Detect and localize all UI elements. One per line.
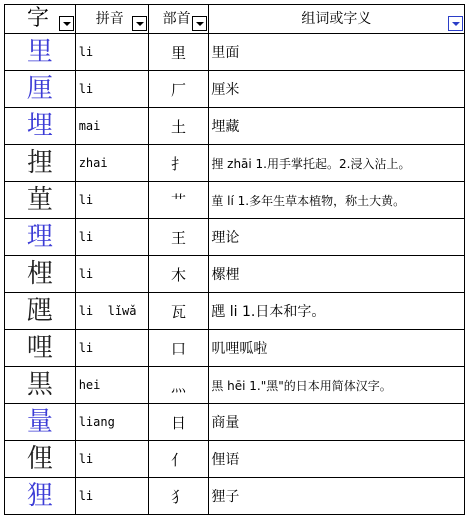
cell-definition[interactable]: 瓼 li 1.日本和字。 [209,293,465,330]
cell-definition[interactable]: 狸子 [209,478,465,515]
cell-pinyin[interactable]: li [75,256,148,293]
table-row [5,182,465,219]
cell-char[interactable]: 埋 [5,108,76,145]
cell-char[interactable]: 荲 [5,182,76,219]
cell-bushou[interactable]: 里 [148,34,209,71]
cell-char[interactable]: 厘 [5,71,76,108]
column-header-bushou-label: 部首 [162,11,191,27]
cell-char[interactable]: 瓼 [5,293,76,330]
cell-definition[interactable]: 荲 lí 1.多年生草本植物，称土大黄。 [209,182,465,219]
chevron-down-icon [63,22,71,26]
cell-bushou[interactable]: 亻 [148,441,209,478]
table-row [5,441,465,478]
cell-char[interactable]: 狸 [5,478,76,515]
cell-pinyin[interactable]: mai [75,108,148,145]
cell-pinyin[interactable]: li [75,330,148,367]
character-table [4,4,465,515]
cell-definition[interactable]: 厘米 [209,71,465,108]
cell-char[interactable]: 捚 [5,145,76,182]
cell-definition[interactable]: 商量 [209,404,465,441]
cell-pinyin[interactable]: li lǐwǎ [75,293,148,330]
header-row [5,5,465,34]
cell-bushou[interactable]: 木 [148,256,209,293]
filter-dropdown-bushou-button[interactable] [192,16,207,31]
cell-char[interactable]: 梩 [5,256,76,293]
cell-pinyin[interactable]: li [75,34,148,71]
table-row [5,330,465,367]
cell-bushou[interactable]: 灬 [148,367,209,404]
table-row [5,256,465,293]
cell-pinyin[interactable]: li [75,182,148,219]
table-row [5,404,465,441]
filter-dropdown-pinyin-button[interactable] [132,16,147,31]
table-row [5,71,465,108]
cell-definition[interactable]: 埋藏 [209,108,465,145]
column-header-definition [209,5,465,34]
column-header-bushou [148,5,209,34]
cell-bushou[interactable]: 扌 [148,145,209,182]
table-row [5,478,465,515]
cell-bushou[interactable]: 厂 [148,71,209,108]
chevron-down-icon [136,22,144,26]
filter-dropdown-char-button[interactable] [59,16,74,31]
cell-bushou[interactable]: 艹 [148,182,209,219]
cell-pinyin[interactable]: zhai [75,145,148,182]
table-row [5,367,465,404]
column-header-pinyin-label: 拼音 [95,11,124,27]
table-row [5,219,465,256]
cell-pinyin[interactable]: hei [75,367,148,404]
cell-pinyin[interactable]: li [75,71,148,108]
cell-pinyin[interactable]: li [75,478,148,515]
cell-char[interactable]: 哩 [5,330,76,367]
cell-pinyin[interactable]: liang [75,404,148,441]
cell-pinyin[interactable]: li [75,441,148,478]
cell-bushou[interactable]: 土 [148,108,209,145]
column-header-pinyin [75,5,148,34]
cell-char[interactable]: 理 [5,219,76,256]
cell-definition[interactable]: 俚语 [209,441,465,478]
cell-bushou[interactable]: 瓦 [148,293,209,330]
cell-definition[interactable]: 理论 [209,219,465,256]
cell-definition[interactable]: 樏梩 [209,256,465,293]
cell-bushou[interactable]: 王 [148,219,209,256]
table-row [5,34,465,71]
table-row [5,293,465,330]
column-header-definition-label: 组词或字义 [301,11,372,27]
cell-pinyin[interactable]: li [75,219,148,256]
cell-bushou[interactable]: 犭 [148,478,209,515]
cell-char[interactable]: 黒 [5,367,76,404]
cell-char[interactable]: 俚 [5,441,76,478]
cell-bushou[interactable]: 日 [148,404,209,441]
chevron-down-icon [196,22,204,26]
column-header-char [5,5,76,34]
cell-char[interactable]: 量 [5,404,76,441]
chevron-down-icon [452,22,460,26]
cell-bushou[interactable]: 口 [148,330,209,367]
cell-char[interactable]: 里 [5,34,76,71]
table-row [5,145,465,182]
column-header-char-label: 字 [27,6,50,31]
cell-definition[interactable]: 里面 [209,34,465,71]
cell-definition[interactable]: 捚 zhāi 1.用手掌托起。2.浸入沾上。 [209,145,465,182]
table-row [5,108,465,145]
cell-definition[interactable]: 黒 hēi 1."黑"的日本用简体汉字。 [209,367,465,404]
filter-dropdown-definition-button[interactable] [448,16,463,31]
cell-definition[interactable]: 叽哩呱啦 [209,330,465,367]
